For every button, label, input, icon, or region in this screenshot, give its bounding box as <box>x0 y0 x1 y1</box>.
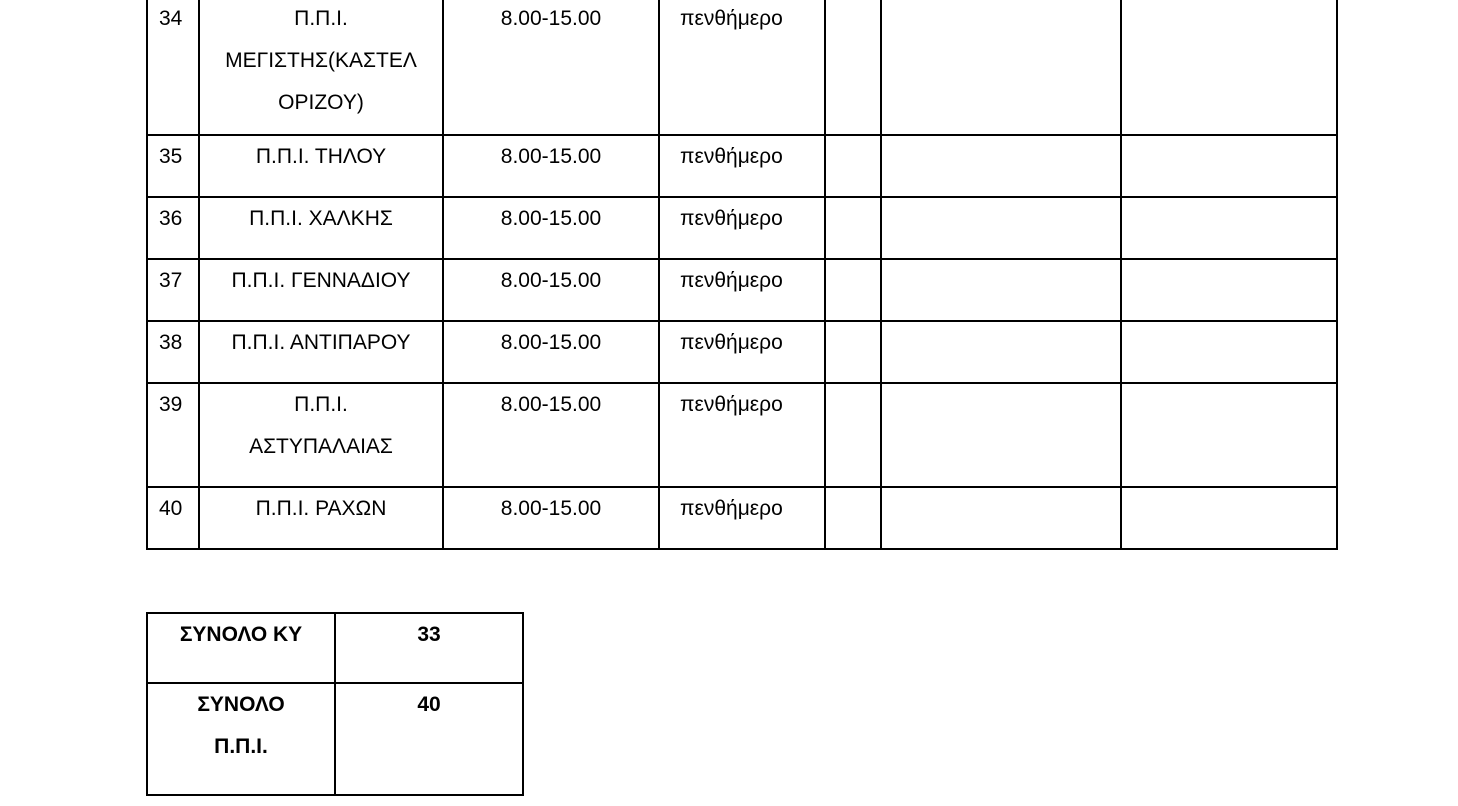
empty-cell <box>825 383 881 487</box>
empty-cell <box>881 197 1121 259</box>
row-number: 40 <box>147 487 199 549</box>
table-row <box>147 321 1337 383</box>
empty-cell <box>881 0 1121 135</box>
summary-table <box>146 612 524 796</box>
row-number: 35 <box>147 135 199 197</box>
empty-cell <box>1121 383 1337 487</box>
empty-cell <box>881 487 1121 549</box>
unit-name: Π.Π.Ι. ΤΗΛΟΥ <box>199 135 443 197</box>
unit-name: Π.Π.Ι. ΑΝΤΙΠΑΡΟΥ <box>199 321 443 383</box>
empty-cell <box>1121 0 1337 135</box>
empty-cell <box>881 321 1121 383</box>
working-hours: 8.00-15.00 <box>443 197 659 259</box>
empty-cell <box>881 383 1121 487</box>
units-table <box>146 0 1338 550</box>
summary-label: ΣΥΝΟΛΟ ΚΥ <box>147 613 335 683</box>
empty-cell <box>825 487 881 549</box>
unit-name: Π.Π.Ι. ΡΑΧΩΝ <box>199 487 443 549</box>
working-hours: 8.00-15.00 <box>443 135 659 197</box>
unit-name: Π.Π.Ι. ΑΣΤΥΠΑΛΑΙΑΣ <box>199 383 443 487</box>
working-hours: 8.00-15.00 <box>443 321 659 383</box>
working-hours: 8.00-15.00 <box>443 383 659 487</box>
unit-name: Π.Π.Ι. ΓΕΝΝΑΔΙΟΥ <box>199 259 443 321</box>
empty-cell <box>1121 259 1337 321</box>
work-schedule: πενθήμερο <box>659 487 825 549</box>
empty-cell <box>825 0 881 135</box>
empty-cell <box>1121 321 1337 383</box>
row-number: 34 <box>147 0 199 135</box>
empty-cell <box>1121 197 1337 259</box>
table-row <box>147 197 1337 259</box>
table-row <box>147 383 1337 487</box>
empty-cell <box>825 259 881 321</box>
work-schedule: πενθήμερο <box>659 321 825 383</box>
row-number: 37 <box>147 259 199 321</box>
empty-cell <box>825 197 881 259</box>
summary-label: ΣΥΝΟΛΟ Π.Π.Ι. <box>147 683 335 795</box>
table-row <box>147 0 1337 135</box>
summary-value: 33 <box>335 613 523 683</box>
work-schedule: πενθήμερο <box>659 259 825 321</box>
summary-value: 40 <box>335 683 523 795</box>
unit-name: Π.Π.Ι. ΜΕΓΙΣΤΗΣ(ΚΑΣΤΕΛ ΟΡΙΖΟΥ) <box>199 0 443 135</box>
table-row <box>147 487 1337 549</box>
work-schedule: πενθήμερο <box>659 0 825 135</box>
table-row <box>147 259 1337 321</box>
empty-cell <box>1121 487 1337 549</box>
empty-cell <box>825 321 881 383</box>
empty-cell <box>881 259 1121 321</box>
row-number: 39 <box>147 383 199 487</box>
work-schedule: πενθήμερο <box>659 135 825 197</box>
table-row <box>147 135 1337 197</box>
row-number: 36 <box>147 197 199 259</box>
empty-cell <box>1121 135 1337 197</box>
empty-cell <box>881 135 1121 197</box>
summary-row <box>147 683 523 795</box>
work-schedule: πενθήμερο <box>659 383 825 487</box>
summary-row <box>147 613 523 683</box>
working-hours: 8.00-15.00 <box>443 487 659 549</box>
work-schedule: πενθήμερο <box>659 197 825 259</box>
row-number: 38 <box>147 321 199 383</box>
working-hours: 8.00-15.00 <box>443 259 659 321</box>
unit-name: Π.Π.Ι. ΧΑΛΚΗΣ <box>199 197 443 259</box>
working-hours: 8.00-15.00 <box>443 0 659 135</box>
empty-cell <box>825 135 881 197</box>
